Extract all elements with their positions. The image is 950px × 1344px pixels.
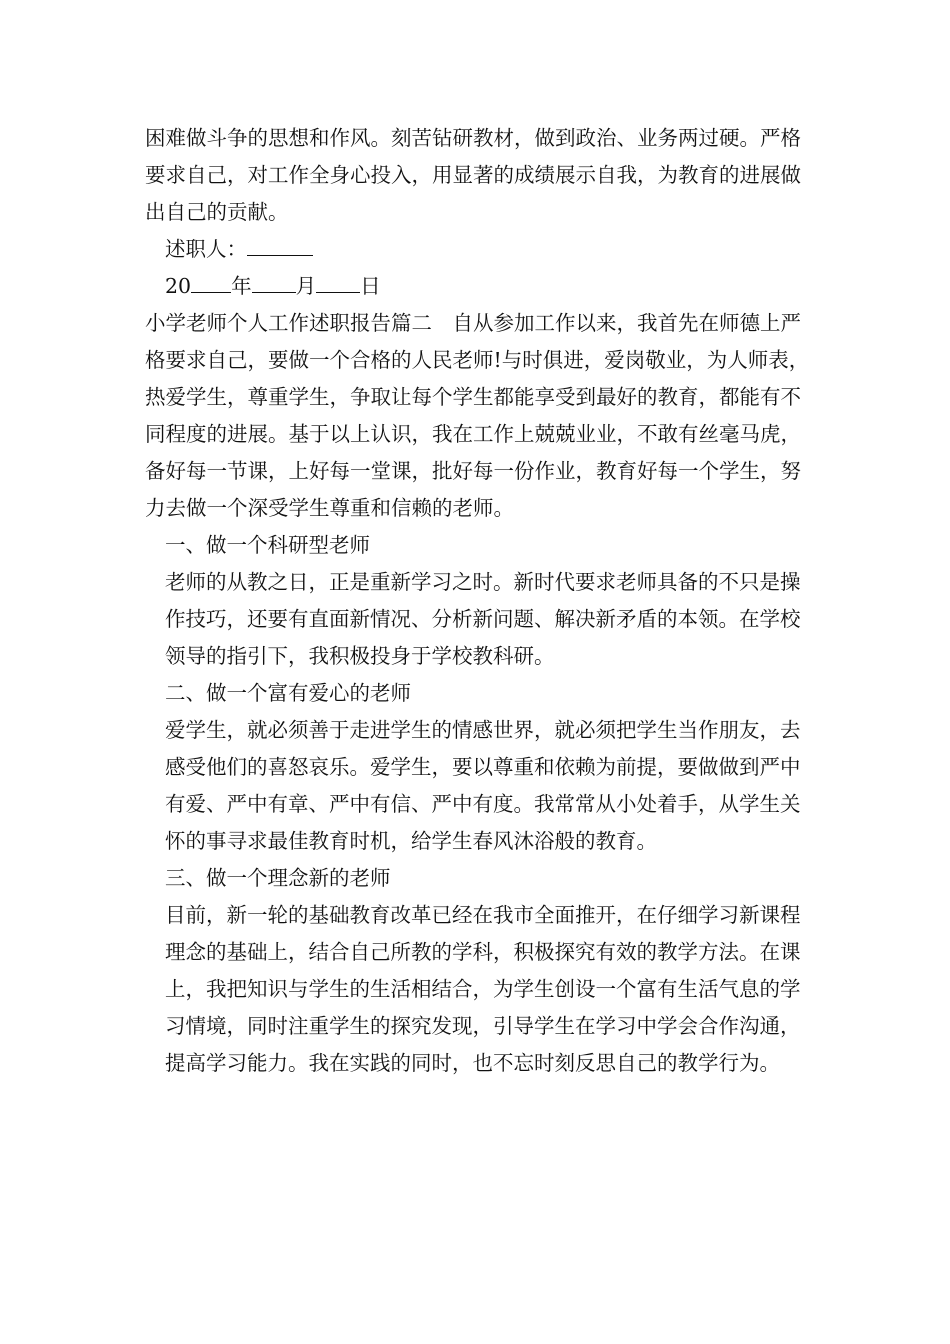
year-blank (191, 268, 231, 293)
heading-new-concept-teacher: 三、做一个理念新的老师 (165, 866, 391, 890)
paragraph-research: 老师的从教之日，正是重新学习之时。新时代要求老师具备的不只是操作技巧，还要有直面新情况、分析新问题、解决新矛盾的本领。在学校领导的指引下，我积极投身于学校教科研。 (165, 570, 801, 668)
heading-caring-teacher: 二、做一个富有爱心的老师 (165, 681, 411, 705)
signature-line (145, 231, 810, 268)
date-month-label: 月 (295, 274, 317, 298)
section2-intro: 小学老师个人工作述职报告篇二 自从参加工作以来，我首先在师德上严格要求自己，要做一个合格的人民老师!与时俱进，爱岗敬业，为人师表，热爱学生，尊重学生，争取让每个学生都能享受到最好的教育，都能有不同程度的进展。基于以上认识，我在工作上兢兢业业，不敢有丝毫马虎，备好每一节课，上好每一堂课，批好每一份作业，教育好每一个学生，努力去做一个深受学生尊重和信赖的老师。 (145, 311, 810, 520)
date-year-label: 年 (231, 274, 252, 298)
day-blank (316, 268, 360, 293)
signature-label: 述职人： (165, 237, 247, 261)
date-prefix: 20 (165, 274, 192, 298)
signature-blank (247, 231, 313, 256)
date-line (145, 268, 810, 305)
document-page (145, 120, 810, 1082)
paragraph-new-concept: 目前，新一轮的基础教育改革已经在我市全面推开，在仔细学习新课程理念的基础上，结合自己所教的学科，积极探究有效的教学方法。在课上，我把知识与学生的生活相结合，为学生创设一个富有生活气息的学习情境，同时注重学生的探究发现，引导学生在学习中学会合作沟通，提高学习能力。我在实践的同时，也不忘时刻反思自己的教学行为。 (165, 903, 801, 1075)
paragraph-caring: 爱学生，就必须善于走进学生的情感世界，就必须把学生当作朋友，去感受他们的喜怒哀乐。爱学生，要以尊重和依赖为前提，要做做到严中有爱、严中有章、严中有信、严中有度。我常常从小处着手，从学生关怀的事寻求最佳教育时机，给学生春风沐浴般的教育。 (165, 718, 801, 853)
date-day-label: 日 (360, 274, 381, 298)
paragraph-continuation: 困难做斗争的思想和作风。刻苦钻研教材，做到政治、业务两过硬。严格要求自己，对工作全身心投入，用显著的成绩展示自我，为教育的进展做出自己的贡献。 (145, 126, 801, 224)
month-blank (252, 268, 296, 293)
heading-research-teacher: 一、做一个科研型老师 (165, 533, 370, 557)
